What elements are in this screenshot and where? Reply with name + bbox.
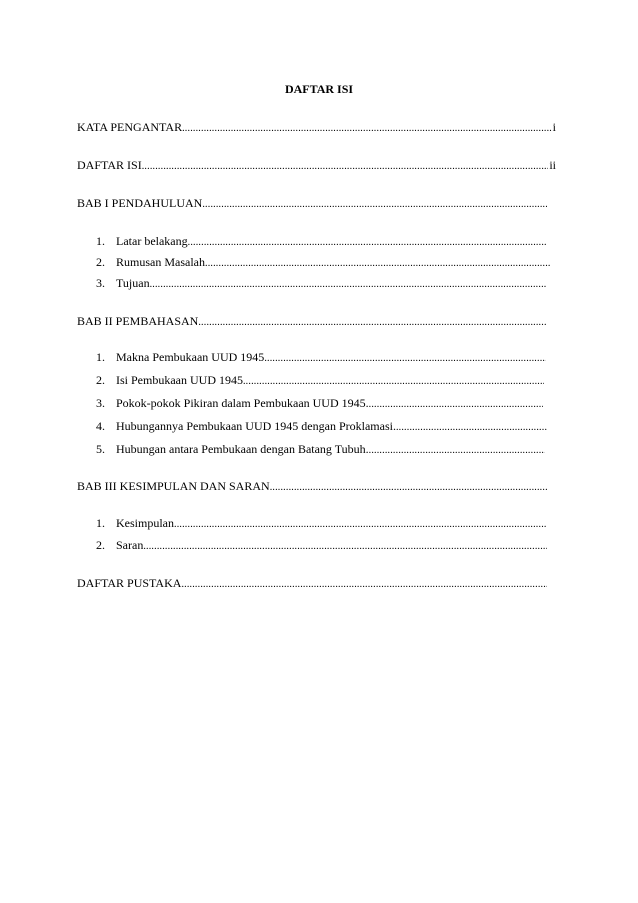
- dot-leader: [143, 540, 547, 554]
- toc-item-label: Hubungan antara Pembukaan dengan Batang Tubuh.: [116, 442, 369, 456]
- toc-item-label: Pokok-pokok Pikiran dalam Pembukaan UUD 1945.: [116, 396, 369, 410]
- toc-entry-label: DAFTAR ISI: [77, 158, 142, 172]
- toc-item-number: 4.: [96, 419, 105, 433]
- toc-entry-bab-2: [77, 314, 547, 330]
- dot-leader: [142, 160, 549, 174]
- toc-subentry: [96, 276, 547, 292]
- dot-leader: [369, 444, 545, 458]
- toc-subentry: [96, 373, 544, 389]
- dot-leader: [181, 578, 547, 592]
- toc-item-number: 1.: [96, 516, 105, 530]
- dot-leader: [270, 481, 547, 495]
- toc-item-label: Isi Pembukaan UUD 1945: [116, 373, 243, 387]
- toc-item-number: 3.: [96, 396, 105, 410]
- toc-item-number: 3.: [96, 276, 105, 290]
- toc-item-label: Tujuan: [116, 276, 150, 290]
- toc-entry-label: DAFTAR PUSTAKA: [77, 576, 182, 590]
- toc-item-label: Saran: [116, 538, 144, 552]
- page-title: DAFTAR ISI: [284, 82, 354, 96]
- dot-leader: [243, 375, 544, 389]
- toc-item-number: 2.: [96, 538, 105, 552]
- toc-entry-daftar-pustaka: [77, 576, 547, 592]
- toc-page-number: ii: [549, 158, 556, 172]
- dot-leader: [264, 352, 546, 366]
- toc-item-label: Latar belakang: [116, 234, 188, 248]
- toc-entry-label: KATA PENGANTAR: [77, 120, 183, 134]
- dot-leader: [202, 198, 547, 212]
- toc-item-number: 2.: [96, 255, 105, 269]
- toc-item-number: 2.: [96, 373, 105, 387]
- toc-entry-label: BAB III KESIMPULAN DAN SARAN: [77, 479, 270, 493]
- toc-item-label: Makna Pembukaan UUD 1945: [116, 350, 265, 364]
- dot-leader: [396, 421, 547, 435]
- dot-leader: [174, 518, 547, 532]
- toc-item-number: 1.: [96, 350, 105, 364]
- toc-item-label: Rumusan Masalah: [116, 255, 205, 269]
- toc-entry-label: BAB I PENDAHULUAN: [77, 196, 203, 210]
- toc-item-label: Hubungannya Pembukaan UUD 1945 dengan Proklamasi.: [116, 419, 396, 433]
- toc-entry-bab-3: [77, 479, 547, 495]
- toc-subentry: [96, 255, 550, 271]
- toc-item-label: Kesimpulan: [116, 516, 174, 530]
- toc-item-number: 1.: [96, 234, 105, 248]
- toc-entry-daftar-isi: [77, 158, 556, 174]
- toc-subentry: [96, 396, 543, 412]
- dot-leader: [182, 122, 552, 136]
- dot-leader: [205, 257, 550, 271]
- toc-page-number: i: [552, 120, 556, 134]
- dot-leader: [369, 398, 543, 412]
- toc-subentry: [96, 350, 546, 366]
- toc-subentry: [96, 538, 547, 554]
- toc-entry-kata-pengantar: [77, 120, 556, 136]
- toc-subentry: [96, 516, 547, 532]
- toc-subentry: [96, 234, 547, 250]
- toc-entry-bab-1: [77, 196, 547, 212]
- toc-subentry: [96, 419, 547, 435]
- dot-leader: [150, 278, 547, 292]
- dot-leader: [198, 316, 547, 330]
- toc-entry-label: BAB II PEMBAHASAN: [77, 314, 199, 328]
- toc-item-number: 5.: [96, 442, 105, 456]
- dot-leader: [188, 236, 547, 250]
- toc-subentry: [96, 442, 545, 458]
